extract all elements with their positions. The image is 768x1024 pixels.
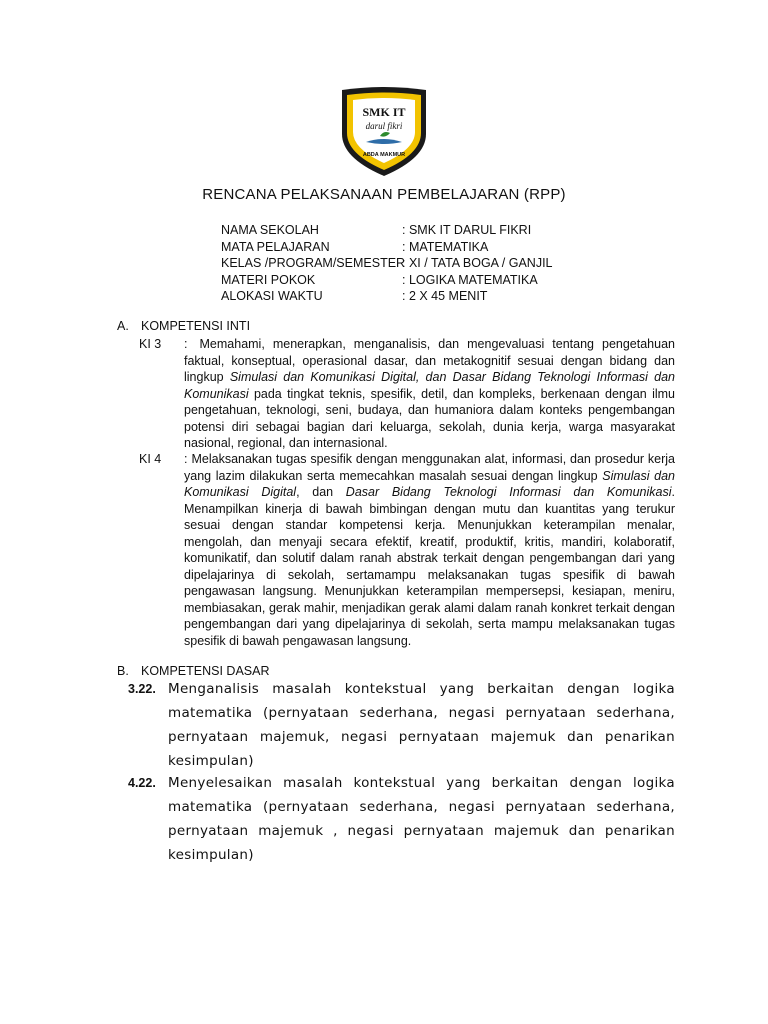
ki-text-part: Melaksanakan tugas spesifik dengan menggunakan alat, informasi, dan prosedur kerja yang lazim dilakukan serta memecahkan masalah sesuai dengan lingkup	[184, 452, 675, 483]
identity-label: MATA PELAJARAN	[221, 239, 330, 254]
ki-text-part: . Menampilkan kinerja di bawah bimbingan dengan mutu dan kuantitas yang terukur sesuai dengan standar kompetensi kerja. Menunjukkan keterampilan menalar, mengolah, dan menyaji secara efektif, kreatif, produktif, kritis, mandiri, kolaboratif, komunikatif, dan solutif dalam ranah abstrak terkait dengan pengembangan dari yang dipelajarinya di sekolah, sertamampu melaksanakan tugas spesifik di bawah pengawasan langsung. Menunjukkan keterampilan mempersepsi, kesiapan, meniru, membiasakan, gerak mahir, menjadikan gerak alami dalam ranah konkret terkait dengan pengembangan dari yang dipelajarinya di sekolah, serta mampu melaksanakan tugas spesifik di bawah pengawasan langsung.	[184, 485, 675, 648]
logo-text-school: SMK IT	[362, 105, 406, 119]
ki-text-italic: Simulasi dan Komunikasi Digital, dan Dasar Bidang Teknologi Informasi dan Komunikasi	[184, 370, 675, 401]
identity-row	[221, 239, 553, 256]
kd-item	[128, 677, 675, 773]
identity-row	[221, 255, 553, 272]
identity-row	[221, 222, 553, 239]
ki3-block	[139, 336, 675, 452]
kd-number: 4.22.	[128, 776, 156, 790]
identity-row	[221, 272, 553, 289]
section-title: KOMPETENSI INTI	[141, 319, 251, 333]
section-title: KOMPETENSI DASAR	[141, 664, 270, 678]
school-logo	[336, 86, 432, 178]
identity-table	[221, 222, 553, 305]
ki-text	[184, 336, 675, 452]
identity-value: : 2 X 45 MENIT	[402, 289, 488, 303]
identity-value: : SMK IT DARUL FIKRI	[402, 223, 532, 237]
logo-text-darul: darul fikri	[365, 121, 403, 131]
section-a-heading	[117, 319, 250, 333]
identity-label: MATERI POKOK	[221, 272, 316, 287]
identity-label: KELAS /PROGRAM/SEMESTER	[221, 256, 406, 270]
section-letter: B.	[117, 664, 129, 678]
ki-colon: :	[184, 337, 188, 351]
ki4-block	[139, 451, 675, 649]
identity-row	[221, 288, 553, 305]
kd-number: 3.22.	[128, 682, 156, 696]
kd-text: Menyelesaikan masalah kontekstual yang berkaitan dengan logika matematika (pernyataan sederhana, negasi pernyataan sederhana, pernyataan majemuk , negasi pernyataan majemuk dan penarikan kesimpulan)	[168, 775, 675, 863]
ki-colon: :	[184, 452, 188, 466]
section-letter: A.	[117, 319, 129, 333]
ki-label: KI 4	[139, 452, 162, 466]
kd-item	[128, 771, 675, 867]
identity-value: : XI / TATA BOGA / GANJIL	[402, 256, 553, 270]
identity-value: : MATEMATIKA	[402, 239, 489, 254]
document-title: RENCANA PELAKSANAAN PEMBELAJARAN (RPP)	[202, 186, 566, 203]
identity-value: : LOGIKA MATEMATIKA	[402, 272, 538, 287]
ki-text-part: , dan	[296, 485, 334, 499]
ki-text-part: pada tingkat teknis, spesifik, detil, dan kompleks, berkenaan dengan ilmu pengetahuan, teknologi, seni, budaya, dan humaniora dalam konteks pengembangan potensi diri sebagai bagian dari keluarga, sekolah, dunia kerja, warga masyarakat nasional, regional, dan internasional.	[184, 386, 675, 450]
kd-text: Menganalisis masalah kontekstual yang berkaitan dengan logika matematika (pernyataan sederhana, negasi pernyataan sederhana, pernyataan majemuk, negasi pernyataan majemuk dan penarikan kesimpulan)	[168, 681, 675, 769]
ki-text-part: Memahami, menerapkan, menganalisis, dan mengevaluasi tentang pengetahuan faktual, konseptual, operasional dasar, dan metakognitif sesuai dengan bidang dan lingkup	[184, 337, 675, 384]
identity-label: NAMA SEKOLAH	[221, 223, 319, 237]
section-b-heading	[117, 664, 270, 678]
identity-label: ALOKASI WAKTU	[221, 289, 323, 303]
ki-text	[184, 451, 675, 649]
ki-label: KI 3	[139, 337, 162, 351]
ki-text-italic: Simulasi dan Komunikasi Digital	[184, 468, 675, 499]
logo-text-motto: ABDA MAKMUR	[362, 152, 406, 158]
ki-text-italic: Dasar Bidang Teknologi Informasi dan Komunikasi	[345, 485, 672, 499]
